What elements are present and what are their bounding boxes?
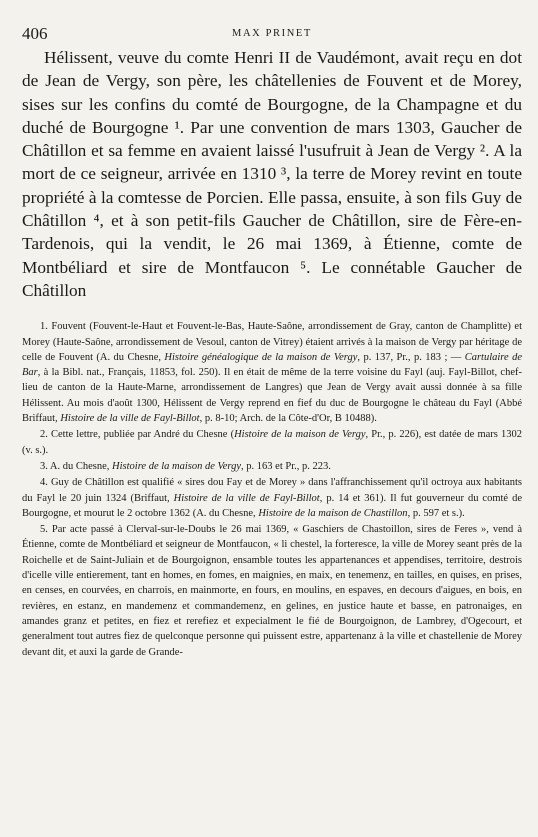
footnote-work-title: Cartulaire de Bar xyxy=(22,351,523,379)
footnote-work-title: Histoire de la maison de Vergy xyxy=(234,429,366,441)
footnote-text: 2. Cette lettre, publiée par André du Chesne ( xyxy=(40,429,235,441)
footnote-text: 1. Fouvent (Fouvent-le-Haut et Fouvent-le-Bas, Haute-Saône, arrondissement de Gray, canton de Champlitte) et Morey (Haute-Saône, arrondissement de Vesoul, canton de Vitrey) étaient arrivés à la maison de Vergy par héritage de celle de Fouvent (A. du Chesne, xyxy=(22,321,522,363)
footnote-text: 5. Par acte passé à Clerval-sur-le-Doubs le 26 mai 1369, « Gaschiers de Chastoillon, sires de Feres », vend à Étienne, comte de Montbéliard et seigneur de Montfaucon, « li chestel, la forteresce, la ville de Morey seant près de la Roichelle et de Saint-Juliain et de Bourgoignon, ensamble toutes les appartenances et appendises, territoire, destrois d'icelle ville entierement, tant en homes, en fomes, en maignies, en maix, en tenemenz, en tailles, en quises, en prises, en censes, en courvées, en charrois, en mainmorte, en fours, en moulins, en espaves, en decours d'aigues, en bois, en revières, en estanz, en mandemenz et commandemenz, en gelines, en justice haute et basse, en patronaiges, en amandes granz et petites, en fiez et rerefiez et expecialment le fié de Bourgoignon, de Lambrey, d'Ogecourt, et generalment tout autres fiez de quelconque personne qui puissent estre, appartenanz à la ville et chastellenie de Morey devant dit, et auxi la garde de Grande- xyxy=(22,524,522,658)
footnote-2 xyxy=(22,427,522,458)
footnote-text: , p. 137, Pr., p. 183 ; — xyxy=(357,351,465,363)
footnote-work-title: Histoire de la ville de Fayl-Billot xyxy=(60,413,200,425)
footnote-text: , p. 597 et s.). xyxy=(407,507,465,519)
footnote-5 xyxy=(22,522,522,660)
footnote-1 xyxy=(22,319,522,426)
page-number: 406 xyxy=(22,24,48,43)
footnote-text: , Pr., p. 226), est datée de mars 1302 (v. s.). xyxy=(22,429,522,456)
footnote-work-title: Histoire de la ville de Fayl-Billot xyxy=(173,492,320,504)
running-title: MAX PRINET xyxy=(232,28,312,39)
footnote-work-title: Histoire de la maison de Vergy xyxy=(112,460,242,472)
footnote-text: 4. Guy de Châtillon est qualifié « sires dou Fay et de Morey » dans l'affranchissement qu'il octroya aux habitants du Fayl le 20 juin 1324 (Briffaut, xyxy=(22,477,522,504)
footnote-text: , p. 8-10; Arch. de la Côte-d'Or, B 10488). xyxy=(199,413,377,425)
running-header xyxy=(22,0,522,43)
footnote-text: 3. A. du Chesne, xyxy=(40,460,113,472)
footnote-text: , p. 14 et 361). Il fut gouverneur du comté de Bourgogne, et mourut le 2 octobre 1362 (A. du Chesne, xyxy=(22,492,522,519)
footnotes xyxy=(22,319,522,660)
footnote-text: , à la Bibl. nat., Français, 11853, fol. 250). Il en était de même de la terre voisine du Fayl (auj. Fayl-Billot, chef-lieu de canton de la Haute-Marne, arrondissement de Langres) que Jean de Vergy avait aussi donnée à sa fille Hélissent. Au mois d'août 1300, Hélissent de Vergy reprend en fief du duc de Bourgogne le château du Fayl (Abbé Briffaut, xyxy=(22,367,522,425)
footnote-3 xyxy=(22,459,522,474)
footnote-work-title: Histoire généalogique de la maison de Vergy xyxy=(164,351,358,363)
footnote-work-title: Histoire de la maison de Chastillon xyxy=(258,507,408,519)
main-text xyxy=(22,46,522,302)
footnote-text: , p. 163 et Pr., p. 223. xyxy=(241,460,331,472)
main-paragraph: Hélissent, veuve du comte Henri II de Vaudémont, avait reçu en dot de Jean de Vergy, son père, les châtellenies de Fouvent et de Morey, sises sur les confins du comté de Bourgogne, de la Champagne et du duché de Bourgogne ¹. Par une convention de mars 1303, Gaucher de Châtillon et sa femme en avaient laissé l'usufruit à Jean de Vergy ². A la mort de ce seigneur, arrivée en 1310 ³, la terre de Morey revint en toute propriété à la comtesse de Porcien. Elle passa, ensuite, à son fils Guy de Châtillon ⁴, et à son petit-fils Gaucher de Châtillon, sire de Fère-en-Tardenois, qui la vendit, le 26 mai 1369, à Étienne, comte de Montbéliard et sire de Montfaucon ⁵. Le connétable Gaucher de Châtillon xyxy=(22,48,522,300)
footnote-4 xyxy=(22,475,522,521)
